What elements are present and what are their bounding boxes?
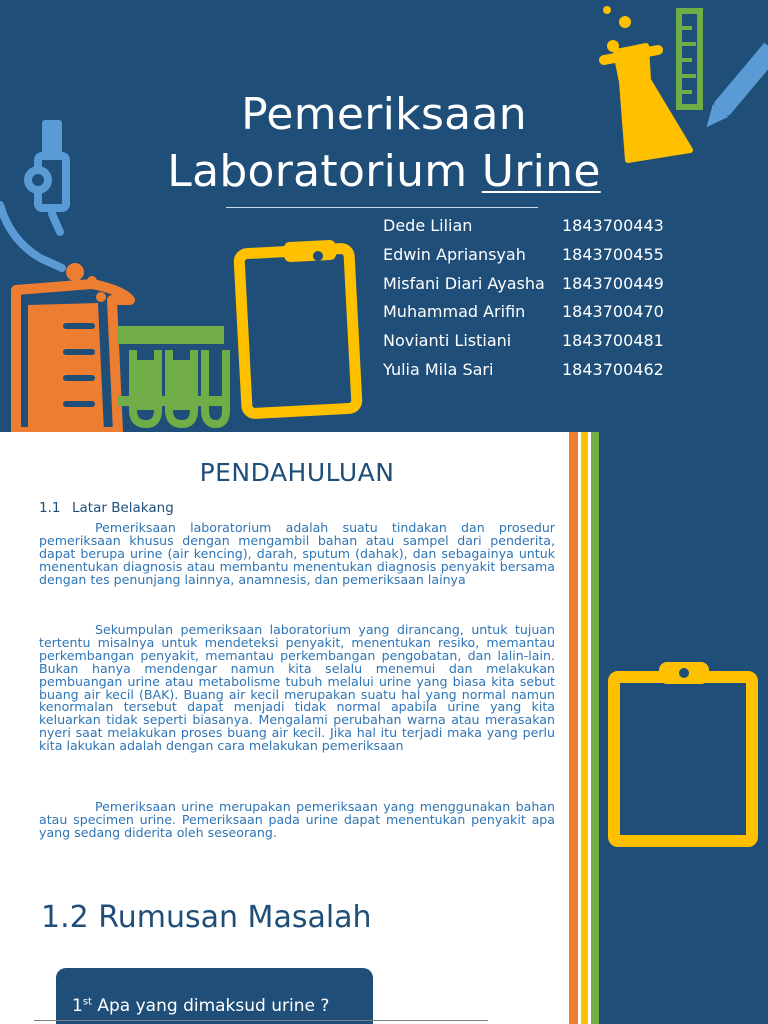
paragraph-text: Pemeriksaan urine merupakan pemeriksaan yang menggunakan bahan atau specimen urine. Pemeriksaan pada urine dapat menentukan penyakit apa yang sedang diderita oleh seseorang. xyxy=(39,799,555,840)
clipboard-icon xyxy=(239,240,357,414)
member-name: Novianti Listiani xyxy=(383,331,512,351)
question-ordinal-suffix: st xyxy=(82,996,92,1008)
subsection-heading xyxy=(39,500,174,516)
member-id: 1843700449 xyxy=(562,273,664,293)
problem-statement-slide xyxy=(0,862,768,1024)
subsection-number: 1.1 xyxy=(39,500,61,516)
stripe-green xyxy=(591,862,599,1024)
stripe-yellow xyxy=(581,862,588,1024)
side-panel xyxy=(599,862,768,1024)
paragraph-3 xyxy=(39,801,555,840)
question-box xyxy=(56,968,373,1024)
question-text-line xyxy=(72,996,329,1016)
question-text: Apa yang dimaksud urine ? xyxy=(97,996,330,1016)
beaker-icon xyxy=(16,284,130,432)
member-id: 1843700470 xyxy=(562,302,664,322)
question-divider xyxy=(34,1020,488,1021)
title-divider xyxy=(226,207,538,208)
section-heading: PENDAHULUAN xyxy=(199,458,395,487)
member-id: 1843700455 xyxy=(562,244,664,264)
member-id: 1843700443 xyxy=(562,216,664,235)
slide-title-line-1: Pemeriksaan xyxy=(241,89,527,140)
member-id: 1843700481 xyxy=(562,331,664,351)
paragraph-1 xyxy=(39,522,555,587)
clipboard-icon xyxy=(599,432,768,862)
slide-title-line-2 xyxy=(0,145,768,199)
side-panel xyxy=(599,432,768,862)
paragraph-2 xyxy=(39,624,555,753)
stripe-orange xyxy=(569,432,578,862)
member-name: Dede Lilian xyxy=(383,216,473,235)
slide-title-text: Laboratorium xyxy=(167,146,482,197)
member-id: 1843700462 xyxy=(562,359,664,379)
member-name: Muhammad Arifin xyxy=(383,302,526,322)
stripe-yellow xyxy=(581,432,588,862)
stripe-green xyxy=(591,432,599,862)
section-heading: 1.2 Rumusan Masalah xyxy=(41,900,372,935)
test-tubes-icon xyxy=(118,326,228,424)
decorative-stripes xyxy=(569,862,599,1024)
question-number: 1 xyxy=(72,996,83,1016)
paragraph-text: Pemeriksaan laboratorium adalah suatu tindakan dan prosedur pemeriksaan khusus dengan mengambil bahan atau sampel dari penderita, dapat berupa urine (air kencing), darah, sputum (dahak), dan sebagainya untuk menentukan diagnosis atau membantu menentukan diagnosis penyakit bersama dengan tes penunjang lainnya, anamnesis, dan pemeriksaan lainya xyxy=(39,520,555,587)
decorative-stripes xyxy=(569,432,599,862)
title-slide xyxy=(0,0,768,432)
stripe-orange xyxy=(569,862,578,1024)
subsection-title: Latar Belakang xyxy=(72,500,174,516)
introduction-slide xyxy=(0,432,768,862)
paragraph-text: Sekumpulan pemeriksaan laboratorium yang dirancang, untuk tujuan tertentu misalnya untuk mendeteksi penyakit, menentukan resiko, memantau perkembangan penyakit, memantau perkembangan pengobatan, dan lalin-lain. Bukan hanya mendengar namun kita selalu menemui dan melakukan pembuangan urine atau metabolisme tubuh melalui urine yang biasa kita sebut buang air kecil (BAK). Buang air kecil merupakan suatu hal yang normal namun kenormalan tersebut dapat menjadi tidak normal apabila urine yang kita keluarkan tidak seperti biasanya. Mengalami perubahan warna atau merasakan nyeri saat melakukan proses buang air kecil. Jika hal itu terjadi maka yang perlu kita lakukan adalah dengan cara melakukan pemeriksaan xyxy=(39,622,555,754)
slide-title-underlined-word: Urine xyxy=(481,146,601,197)
member-name: Misfani Diari Ayasha xyxy=(383,273,545,293)
member-name: Yulia Mila Sari xyxy=(383,359,494,379)
member-name: Edwin Apriansyah xyxy=(383,244,526,264)
